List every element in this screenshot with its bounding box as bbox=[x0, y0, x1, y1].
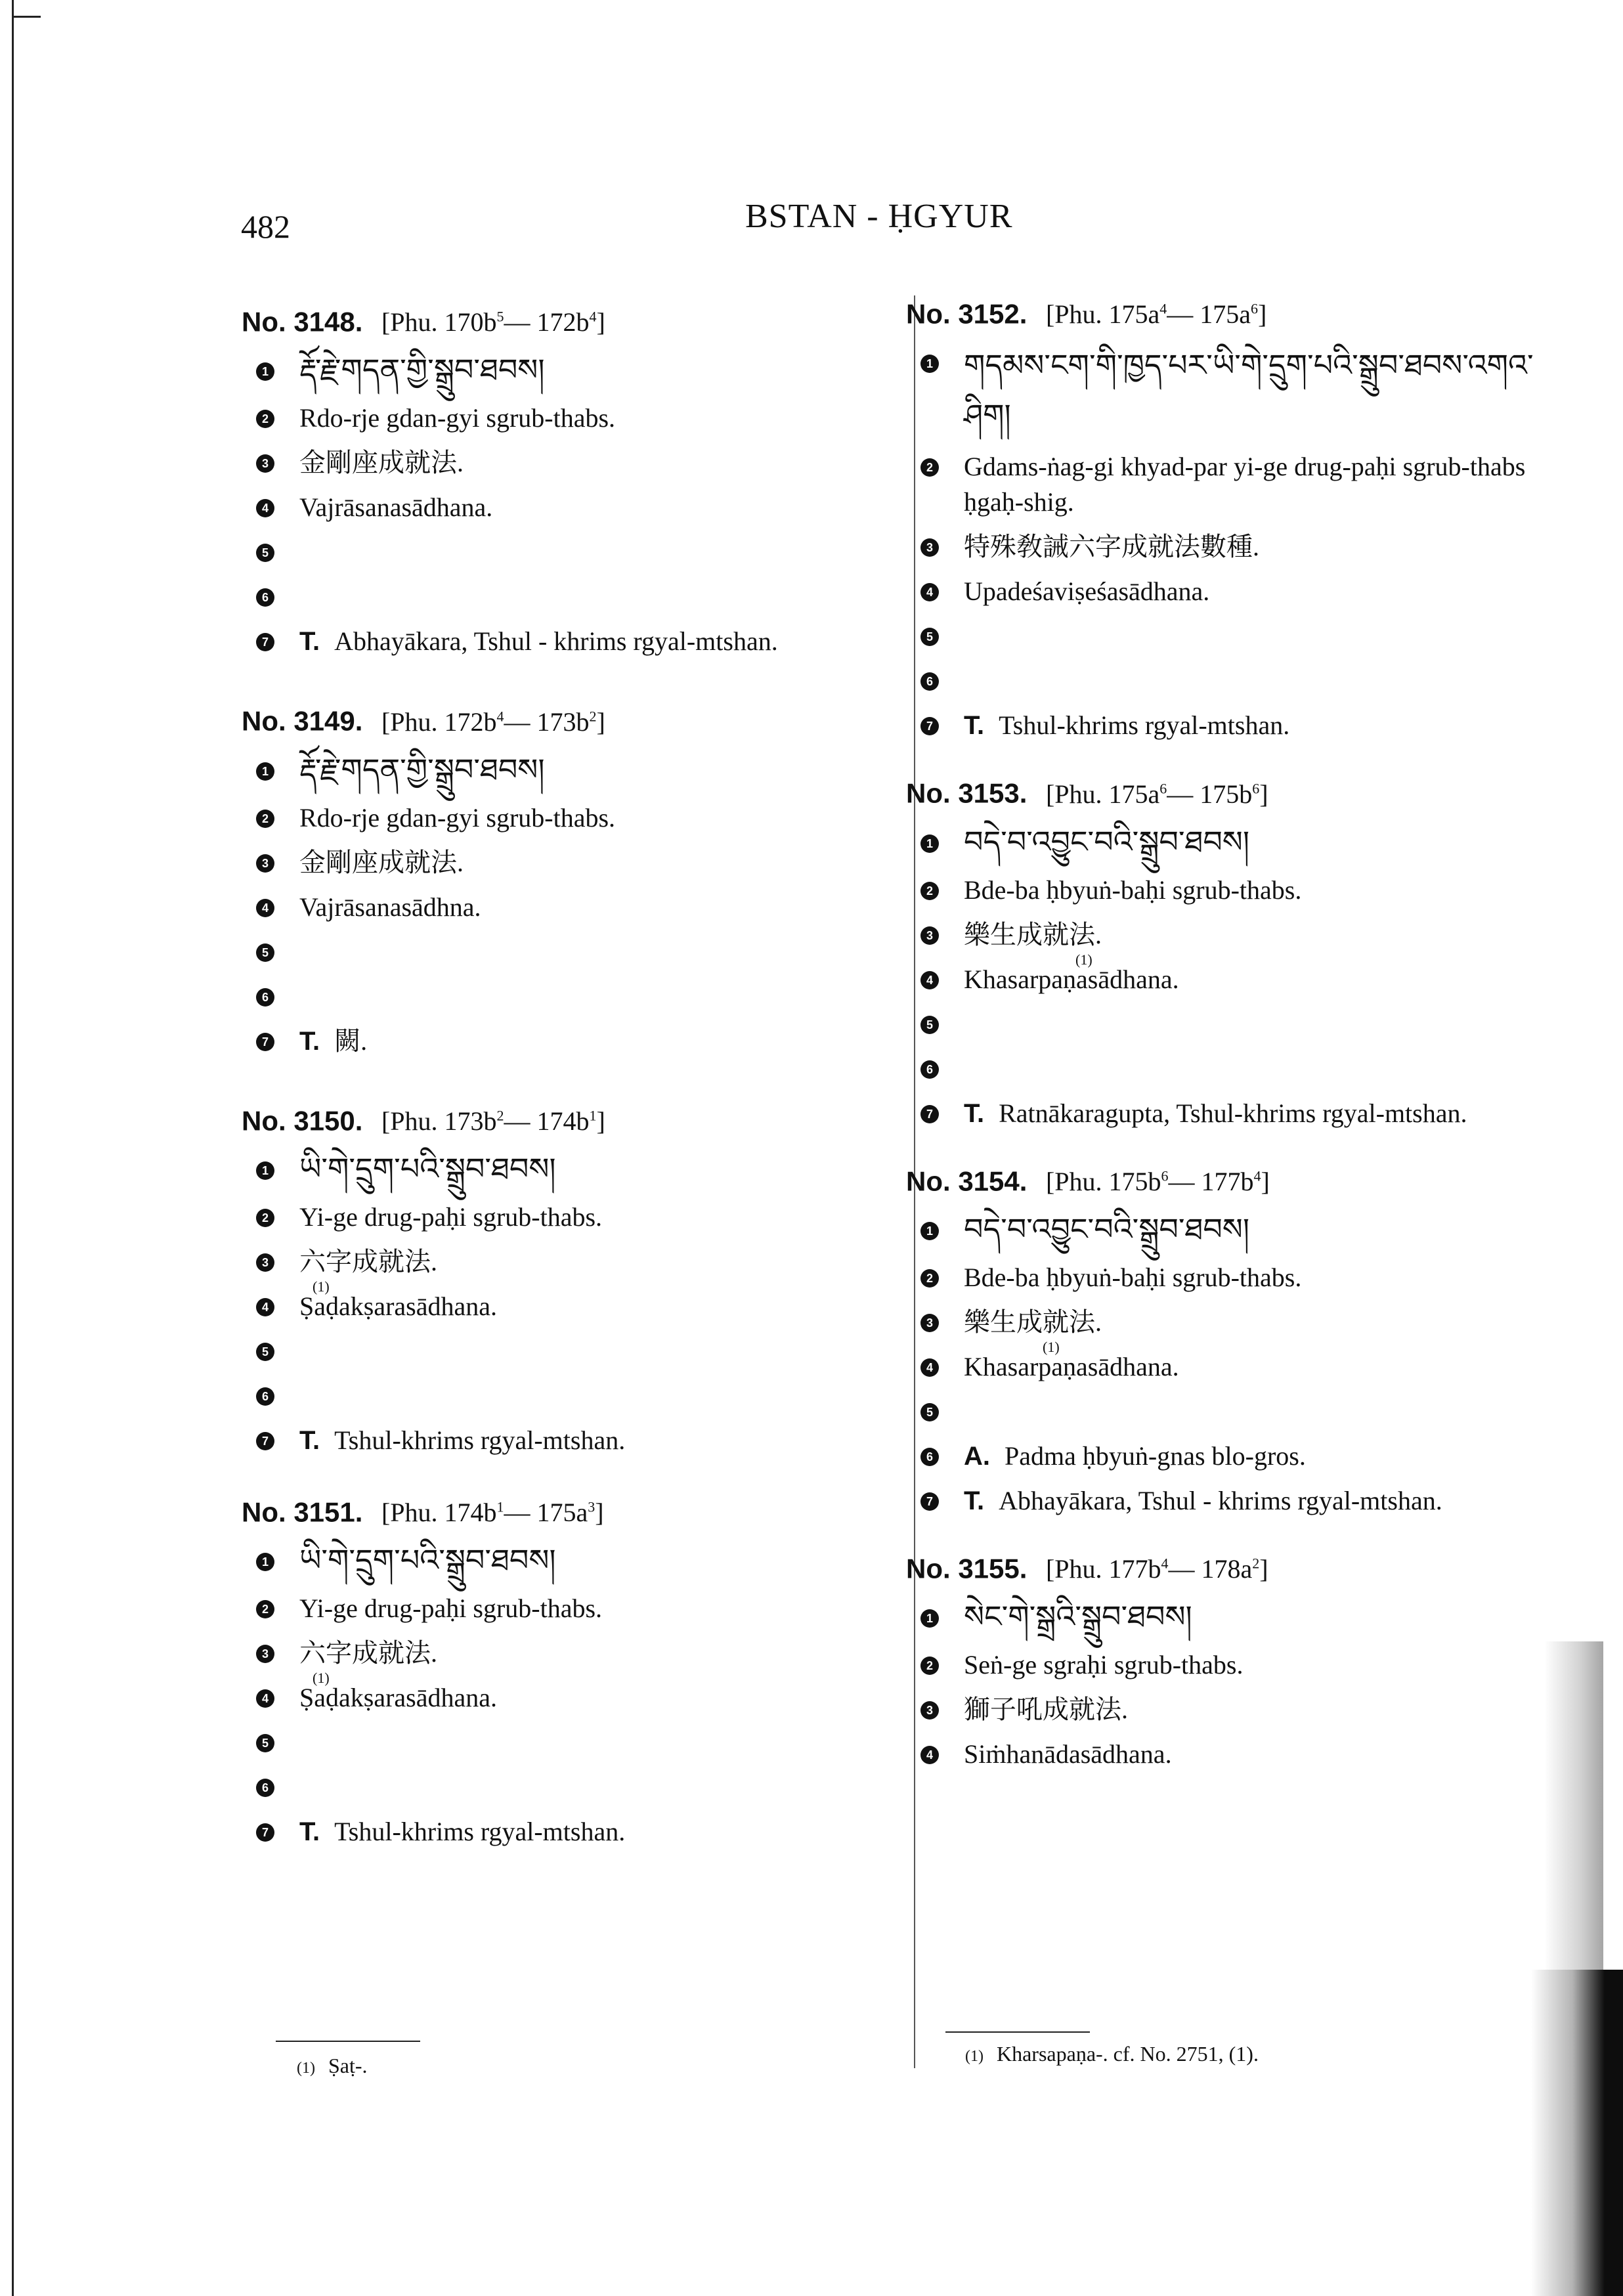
item-chinese-title: 3 金剛座成就法. bbox=[242, 845, 905, 880]
entry-header bbox=[242, 1491, 905, 1529]
circled-7-icon: 7 bbox=[920, 1492, 939, 1511]
circled-5-icon: 5 bbox=[256, 1343, 274, 1361]
circled-4-icon: 4 bbox=[256, 499, 274, 517]
footnote-marker: (1) bbox=[313, 1278, 330, 1295]
item-sanskrit-title: 4 Siṁhanādasādhana. bbox=[906, 1737, 1569, 1772]
footnote-left: (1) Ṣaṭ-. bbox=[297, 2054, 368, 2077]
footnote-marker: (1) bbox=[313, 1670, 330, 1687]
circled-2-icon: 2 bbox=[256, 810, 274, 828]
circled-2-icon: 2 bbox=[920, 882, 939, 900]
circled-1-icon: 1 bbox=[920, 1609, 939, 1628]
right-column bbox=[906, 293, 1569, 1772]
item-6-empty bbox=[906, 663, 1569, 699]
circled-7-icon: 7 bbox=[256, 1823, 274, 1842]
entry-3148 bbox=[242, 301, 905, 659]
folio-reference: [Phu. $172b^4—$ $173b^2$] bbox=[381, 706, 605, 737]
circled-4-icon: 4 bbox=[920, 971, 939, 989]
item-transliteration: 2 Yi-ge drug-paḥi sgrub-thabs. bbox=[242, 1200, 905, 1235]
item-chinese-title: 3 特殊敎誡六字成就法數種. bbox=[906, 529, 1569, 565]
entry-number: No. 3155. bbox=[906, 1553, 1028, 1584]
circled-1-icon: 1 bbox=[256, 1553, 274, 1571]
circled-4-icon: 4 bbox=[256, 1689, 274, 1708]
item-6-empty bbox=[242, 1378, 905, 1414]
item-transliteration: 2 Rdo-rje gdan-gyi sgrub-thabs. bbox=[242, 800, 905, 836]
circled-1-icon: 1 bbox=[256, 1161, 274, 1180]
entry-3149 bbox=[242, 700, 905, 1058]
item-transliteration: 2 Gdams-ṅag-gi khyad-par yi-ge drug-paḥi sgrub-thabs ḥgaḥ-shig. bbox=[906, 449, 1569, 520]
item-tibetan-title: 1 བདེ་བ་འབྱུང་བའི་སྒྲུབ་ཐབས། bbox=[906, 820, 1569, 863]
item-sanskrit-title: 4 Vajrāsanasādhana. bbox=[242, 490, 905, 525]
item-chinese-title: 3 六字成就法. bbox=[242, 1635, 905, 1671]
item-translator: 7 T. Abhayākara, Tshul - khrims rgyal-mtshan. bbox=[242, 624, 905, 659]
item-6-empty bbox=[906, 1051, 1569, 1087]
circled-2-icon: 2 bbox=[256, 1209, 274, 1227]
item-transliteration: 2 Bde-ba ḥbyuṅ-baḥi sgrub-thabs. bbox=[906, 873, 1569, 908]
item-transliteration: 2 Seṅ-ge sgraḥi sgrub-thabs. bbox=[906, 1647, 1569, 1683]
item-tibetan-title: 1 བདེ་བ་འབྱུང་བའི་སྒྲུབ་ཐབས། bbox=[906, 1207, 1569, 1251]
circled-7-icon: 7 bbox=[256, 633, 274, 651]
item-6-empty bbox=[242, 979, 905, 1014]
item-tibetan-title: 1 གདམས་ངག་གི་ཁྱད་པར་ཡི་གེ་དྲུག་པའི་སྒྲུབ་ཐབས་འགའ་ཤིག། bbox=[906, 340, 1569, 440]
circled-1-icon: 1 bbox=[256, 362, 274, 381]
item-tibetan-title: 1 རྡོ་རྗེ་གདན་གྱི་སྒྲུབ་ཐབས། bbox=[242, 748, 905, 791]
circled-4-icon: 4 bbox=[920, 583, 939, 601]
circled-1-icon: 1 bbox=[920, 1222, 939, 1240]
entry-header bbox=[906, 772, 1569, 810]
item-sanskrit-title: 4 Upadeśaviṣeśasādhana. bbox=[906, 574, 1569, 609]
circled-3-icon: 3 bbox=[256, 854, 274, 873]
circled-7-icon: 7 bbox=[920, 1105, 939, 1123]
folio-reference: [Phu. $175a^4—$ $175a^6$] bbox=[1045, 299, 1267, 330]
item-sanskrit-title: 4 Vajrāsanasādhna. bbox=[242, 890, 905, 925]
item-sanskrit-title: 4 (1) Khasarpaṇasādhana. bbox=[906, 962, 1569, 997]
entry-3153 bbox=[906, 772, 1569, 1131]
item-tibetan-title: 1 ཡི་གེ་དྲུག་པའི་སྒྲུབ་ཐབས། bbox=[242, 1538, 905, 1582]
circled-6-icon: 6 bbox=[920, 672, 939, 691]
circled-4-icon: 4 bbox=[256, 1298, 274, 1316]
item-translator: 7 T. Abhayākara, Tshul - khrims rgyal-mtshan. bbox=[906, 1483, 1569, 1519]
circled-5-icon: 5 bbox=[256, 1734, 274, 1752]
scan-shadow-dark bbox=[1531, 1970, 1623, 2296]
entry-3154 bbox=[906, 1160, 1569, 1519]
item-chinese-title: 3 樂生成就法. bbox=[906, 917, 1569, 953]
item-translator: 7 T. Tshul-khrims rgyal-mtshan. bbox=[242, 1423, 905, 1458]
entry-header bbox=[906, 293, 1569, 331]
item-chinese-title: 3 金剛座成就法. bbox=[242, 445, 905, 481]
circled-2-icon: 2 bbox=[256, 1600, 274, 1618]
item-transliteration: 2 Bde-ba ḥbyuṅ-baḥi sgrub-thabs. bbox=[906, 1260, 1569, 1295]
item-chinese-title: 3 獅子吼成就法. bbox=[906, 1692, 1569, 1727]
item-sanskrit-title: 4 (1) Ṣaḍakṣarasādhana. bbox=[242, 1680, 905, 1716]
circled-4-icon: 4 bbox=[920, 1746, 939, 1764]
footnote-rule-right bbox=[945, 2031, 1090, 2033]
circled-7-icon: 7 bbox=[256, 1432, 274, 1450]
entry-number: No. 3153. bbox=[906, 777, 1028, 809]
circled-5-icon: 5 bbox=[920, 628, 939, 646]
folio-reference: [Phu. $174b^1—$ $175a^3$] bbox=[381, 1498, 604, 1528]
circled-3-icon: 3 bbox=[256, 1645, 274, 1663]
item-5-empty bbox=[906, 1007, 1569, 1042]
item-translator: 7 T. 闕. bbox=[242, 1024, 905, 1059]
circled-2-icon: 2 bbox=[256, 410, 274, 428]
circled-5-icon: 5 bbox=[920, 1016, 939, 1034]
folio-reference: [Phu. $173b^2—$ $174b^1$] bbox=[381, 1106, 605, 1136]
item-5-empty bbox=[906, 618, 1569, 654]
item-translator: 7 T. Ratnākaragupta, Tshul-khrims rgyal-mtshan. bbox=[906, 1096, 1569, 1131]
entry-header bbox=[242, 700, 905, 738]
circled-6-icon: 6 bbox=[256, 588, 274, 607]
entry-header bbox=[906, 1160, 1569, 1198]
item-5-empty bbox=[906, 1394, 1569, 1429]
item-chinese-title: 3 六字成就法. bbox=[242, 1244, 905, 1280]
circled-3-icon: 3 bbox=[256, 454, 274, 473]
circled-2-icon: 2 bbox=[920, 1657, 939, 1675]
circled-3-icon: 3 bbox=[920, 1701, 939, 1720]
footnote-rule-left bbox=[276, 2041, 420, 2042]
circled-3-icon: 3 bbox=[920, 926, 939, 945]
circled-6-icon: 6 bbox=[256, 1387, 274, 1406]
circled-2-icon: 2 bbox=[920, 458, 939, 477]
item-5-empty bbox=[242, 534, 905, 570]
left-column bbox=[242, 301, 905, 1850]
circled-7-icon: 7 bbox=[920, 717, 939, 735]
folio-reference: [Phu. $175b^6—$ $177b^4$] bbox=[1045, 1166, 1270, 1196]
item-translator: 7 T. Tshul-khrims rgyal-mtshan. bbox=[242, 1814, 905, 1850]
item-5-empty bbox=[242, 934, 905, 970]
item-tibetan-title: 1 ཡི་གེ་དྲུག་པའི་སྒྲུབ་ཐབས། bbox=[242, 1147, 905, 1190]
item-tibetan-title: 1 སེང་གེ་སྒྲའི་སྒྲུབ་ཐབས། bbox=[906, 1595, 1569, 1638]
circled-6-icon: 6 bbox=[920, 1060, 939, 1079]
folio-reference: [Phu. $177b^4—$ $178a^2$] bbox=[1045, 1554, 1268, 1584]
item-5-empty bbox=[242, 1333, 905, 1369]
circled-6-icon: 6 bbox=[256, 1779, 274, 1797]
circled-2-icon: 2 bbox=[920, 1269, 939, 1288]
item-translator: 7 T. Tshul-khrims rgyal-mtshan. bbox=[906, 708, 1569, 743]
circled-3-icon: 3 bbox=[256, 1253, 274, 1272]
item-5-empty bbox=[242, 1725, 905, 1760]
item-author: 6 A. Padma ḥbyuṅ-gnas blo-gros. bbox=[906, 1439, 1569, 1474]
footnote-marker: (1) bbox=[1043, 1338, 1060, 1355]
folio-reference: [Phu. $175a^6—$ $175b^6$] bbox=[1045, 779, 1268, 809]
item-transliteration: 2 Rdo-rje gdan-gyi sgrub-thabs. bbox=[242, 401, 905, 436]
footnote-right: (1) Kharsapaṇa-. cf. No. 2751, (1). bbox=[965, 2042, 1259, 2066]
entry-header bbox=[242, 1100, 905, 1138]
entry-number: No. 3151. bbox=[242, 1496, 363, 1528]
scan-edge-line bbox=[12, 0, 14, 2296]
item-6-empty bbox=[242, 579, 905, 615]
scan-edge-tick bbox=[12, 16, 41, 18]
circled-5-icon: 5 bbox=[256, 943, 274, 962]
running-head: BSTAN - ḤGYUR bbox=[745, 198, 1013, 235]
entry-3155 bbox=[906, 1548, 1569, 1772]
item-chinese-title: 3 樂生成就法. bbox=[906, 1305, 1569, 1340]
circled-3-icon: 3 bbox=[920, 538, 939, 557]
item-6-empty bbox=[242, 1769, 905, 1805]
circled-3-icon: 3 bbox=[920, 1314, 939, 1332]
item-sanskrit-title: 4 (1) Ṣaḍakṣarasādhana. bbox=[242, 1289, 905, 1324]
entry-3152 bbox=[906, 293, 1569, 743]
circled-6-icon: 6 bbox=[256, 988, 274, 1007]
entry-3150 bbox=[242, 1100, 905, 1458]
entry-number: No. 3154. bbox=[906, 1165, 1028, 1196]
item-sanskrit-title: 4 (1) Khasarpaṇasādhana. bbox=[906, 1349, 1569, 1385]
entry-header bbox=[242, 301, 905, 339]
circled-7-icon: 7 bbox=[256, 1033, 274, 1051]
footnote-marker: (1) bbox=[1075, 951, 1093, 968]
item-tibetan-title: 1 རྡོ་རྗེ་གདན་གྱི་སྒྲུབ་ཐབས། bbox=[242, 348, 905, 391]
entry-header bbox=[906, 1548, 1569, 1586]
page-number: 482 bbox=[241, 208, 290, 245]
circled-4-icon: 4 bbox=[256, 899, 274, 917]
circled-5-icon: 5 bbox=[256, 544, 274, 562]
circled-5-icon: 5 bbox=[920, 1403, 939, 1421]
folio-reference: [Phu. $170b^5—$ $172b^4$] bbox=[381, 307, 605, 337]
entry-number: No. 3152. bbox=[906, 298, 1028, 330]
circled-6-icon: 6 bbox=[920, 1448, 939, 1466]
circled-1-icon: 1 bbox=[920, 355, 939, 373]
item-transliteration: 2 Yi-ge drug-paḥi sgrub-thabs. bbox=[242, 1591, 905, 1626]
circled-1-icon: 1 bbox=[920, 834, 939, 853]
circled-1-icon: 1 bbox=[256, 762, 274, 781]
entry-number: No. 3148. bbox=[242, 306, 363, 337]
entry-number: No. 3149. bbox=[242, 705, 363, 737]
circled-4-icon: 4 bbox=[920, 1358, 939, 1377]
entry-number: No. 3150. bbox=[242, 1104, 363, 1136]
entry-3151 bbox=[242, 1491, 905, 1850]
